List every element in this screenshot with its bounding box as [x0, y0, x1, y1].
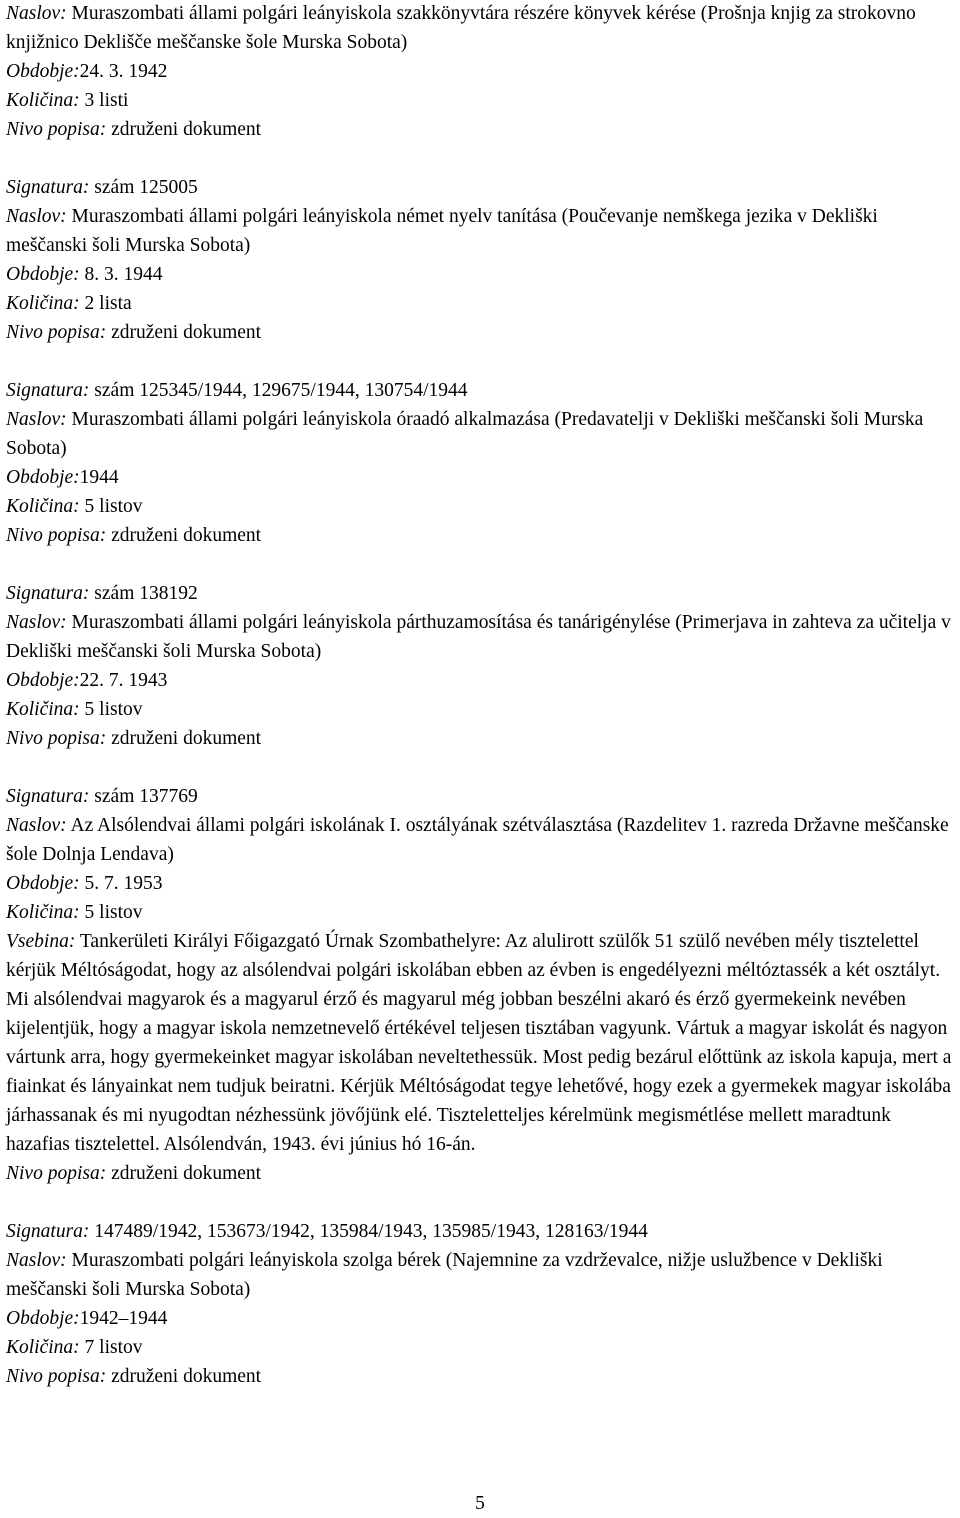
signatura-label: Signatura:: [6, 380, 90, 401]
obdobje-line: [6, 666, 954, 695]
kolicina-value: 5 listov: [84, 496, 143, 517]
nivo-value: združeni dokument: [111, 525, 262, 546]
signatura-value: szám 137769: [94, 786, 198, 807]
obdobje-value: 1944: [79, 467, 119, 488]
vsebina-label: Vsebina:: [6, 931, 76, 952]
nivo-line: [6, 1159, 954, 1188]
obdobje-label: Obdobje:: [6, 873, 80, 894]
signatura-line: [6, 782, 954, 811]
obdobje-line: [6, 1304, 954, 1333]
kolicina-line: [6, 86, 954, 115]
naslov-value: Muraszombati állami polgári leányiskola párthuzamosítása és tanárigénylése (Primerjava in zahteva za učitelja v Dekliški meščanski šoli Murska Sobota): [6, 612, 951, 662]
nivo-label: Nivo popisa:: [6, 1163, 107, 1184]
vsebina-line: [6, 927, 954, 1159]
signatura-line: [6, 173, 954, 202]
obdobje-label: Obdobje:: [6, 264, 80, 285]
nivo-line: [6, 1362, 954, 1391]
kolicina-label: Količina:: [6, 1337, 80, 1358]
naslov-label: Naslov:: [6, 3, 67, 24]
kolicina-value: 3 listi: [84, 90, 129, 111]
nivo-value: združeni dokument: [111, 119, 262, 140]
naslov-line: [6, 608, 954, 666]
naslov-value: Muraszombati polgári leányiskola szolga bérek (Najemnine za vzdrževalce, nižje uslužbence v Dekliški meščanski šoli Murska Sobota): [6, 1250, 883, 1300]
naslov-value: Muraszombati állami polgári leányiskola szakkönyvtára részére könyvek kérése (Prošnja knjig za strokovno knjižnico Deklišče meščanske šole Murska Sobota): [6, 3, 916, 53]
obdobje-line: [6, 57, 954, 86]
archive-entry: [6, 1217, 954, 1391]
nivo-label: Nivo popisa:: [6, 1366, 107, 1387]
vsebina-value: Tankerületi Királyi Főigazgató Úrnak Szombathelyre: Az alulirott szülők 51 szülő nevében mély tisztelettel kérjük Méltóságodat, hogy az alsólendvai polgári iskolában ebben az évben is engedélyezni méltóztassék a két osztályt. Mi alsólendvai magyarok és a magyarul érző és magyarul még jobban beszélni akaró és érző gyermekeink nevében kijelentjük, hogy a magyar iskola nemzetnevelő értékével teljesen tisztában vagyunk. Vártuk a magyar iskolát és nagyon vártunk arra, hogy gyermekeinket magyar iskolában neveltethessük. Most pedig bezárul előttünk az iskola kapuja, mert a fiainkat és lányainkat nem tudjuk beiratni. Kérjük Méltóságodat tegye lehetővé, hogy ezek a gyermekek magyar iskolába járhassanak és mi nyugodtan nézhessünk jövőjünk elé. Tiszteletteljes kérelmünk megismétlése mellett maradtunk hazafias tisztelettel. Alsólendván, 1943. évi június hó 16-án.: [6, 931, 952, 1155]
nivo-value: združeni dokument: [111, 1366, 262, 1387]
kolicina-value: 7 listov: [84, 1337, 143, 1358]
signatura-value: szám 125345/1944, 129675/1944, 130754/1944: [94, 380, 468, 401]
kolicina-line: [6, 898, 954, 927]
obdobje-line: [6, 869, 954, 898]
nivo-label: Nivo popisa:: [6, 119, 107, 140]
kolicina-line: [6, 1333, 954, 1362]
nivo-label: Nivo popisa:: [6, 525, 107, 546]
kolicina-label: Količina:: [6, 699, 80, 720]
archive-entry: [6, 579, 954, 753]
nivo-line: [6, 724, 954, 753]
kolicina-value: 5 listov: [84, 699, 143, 720]
naslov-line: [6, 811, 954, 869]
obdobje-label: Obdobje:: [6, 467, 80, 488]
signatura-label: Signatura:: [6, 786, 90, 807]
naslov-value: Az Alsólendvai állami polgári iskolának I. osztályának szétválasztása (Razdelitev 1. razreda Državne meščanske šole Dolnja Lendava): [6, 815, 949, 865]
obdobje-label: Obdobje:: [6, 1308, 80, 1329]
obdobje-line: [6, 260, 954, 289]
obdobje-value: 22. 7. 1943: [79, 670, 168, 691]
signatura-label: Signatura:: [6, 1221, 90, 1242]
archive-entry: [6, 782, 954, 1188]
signatura-label: Signatura:: [6, 583, 90, 604]
nivo-line: [6, 521, 954, 550]
kolicina-label: Količina:: [6, 293, 80, 314]
nivo-value: združeni dokument: [111, 728, 262, 749]
kolicina-label: Količina:: [6, 496, 80, 517]
kolicina-line: [6, 695, 954, 724]
obdobje-label: Obdobje:: [6, 670, 80, 691]
signatura-label: Signatura:: [6, 177, 90, 198]
naslov-line: [6, 202, 954, 260]
archive-entry: [6, 376, 954, 550]
nivo-value: združeni dokument: [111, 1163, 262, 1184]
nivo-label: Nivo popisa:: [6, 322, 107, 343]
nivo-value: združeni dokument: [111, 322, 262, 343]
kolicina-value: 5 listov: [84, 902, 143, 923]
signatura-line: [6, 1217, 954, 1246]
naslov-value: Muraszombati állami polgári leányiskola óraadó alkalmazása (Predavatelji v Dekliški meščanski šoli Murska Sobota): [6, 409, 924, 459]
obdobje-label: Obdobje:: [6, 61, 80, 82]
naslov-label: Naslov:: [6, 1250, 67, 1271]
signatura-line: [6, 579, 954, 608]
naslov-value: Muraszombati állami polgári leányiskola német nyelv tanítása (Poučevanje nemškega jezika v Dekliški meščanski šoli Murska Sobota): [6, 206, 878, 256]
document-page: [6, 0, 954, 1420]
kolicina-value: 2 lista: [84, 293, 132, 314]
naslov-label: Naslov:: [6, 206, 67, 227]
signatura-value: 147489/1942, 153673/1942, 135984/1943, 135985/1943, 128163/1944: [94, 1221, 648, 1242]
naslov-line: [6, 1246, 954, 1304]
obdobje-value: 24. 3. 1942: [79, 61, 168, 82]
nivo-line: [6, 115, 954, 144]
naslov-line: [6, 405, 954, 463]
signatura-value: szám 125005: [94, 177, 198, 198]
nivo-label: Nivo popisa:: [6, 728, 107, 749]
obdobje-value: 5. 7. 1953: [84, 873, 163, 894]
naslov-label: Naslov:: [6, 815, 67, 836]
kolicina-label: Količina:: [6, 902, 80, 923]
obdobje-value: 1942–1944: [79, 1308, 168, 1329]
kolicina-label: Količina:: [6, 90, 80, 111]
naslov-line: [6, 0, 954, 57]
obdobje-line: [6, 463, 954, 492]
naslov-label: Naslov:: [6, 409, 67, 430]
naslov-label: Naslov:: [6, 612, 67, 633]
page-number: 5: [475, 1493, 485, 1514]
kolicina-line: [6, 289, 954, 318]
archive-entry: [6, 0, 954, 144]
nivo-line: [6, 318, 954, 347]
kolicina-line: [6, 492, 954, 521]
obdobje-value: 8. 3. 1944: [84, 264, 163, 285]
signatura-value: szám 138192: [94, 583, 198, 604]
archive-entry: [6, 173, 954, 347]
signatura-line: [6, 376, 954, 405]
